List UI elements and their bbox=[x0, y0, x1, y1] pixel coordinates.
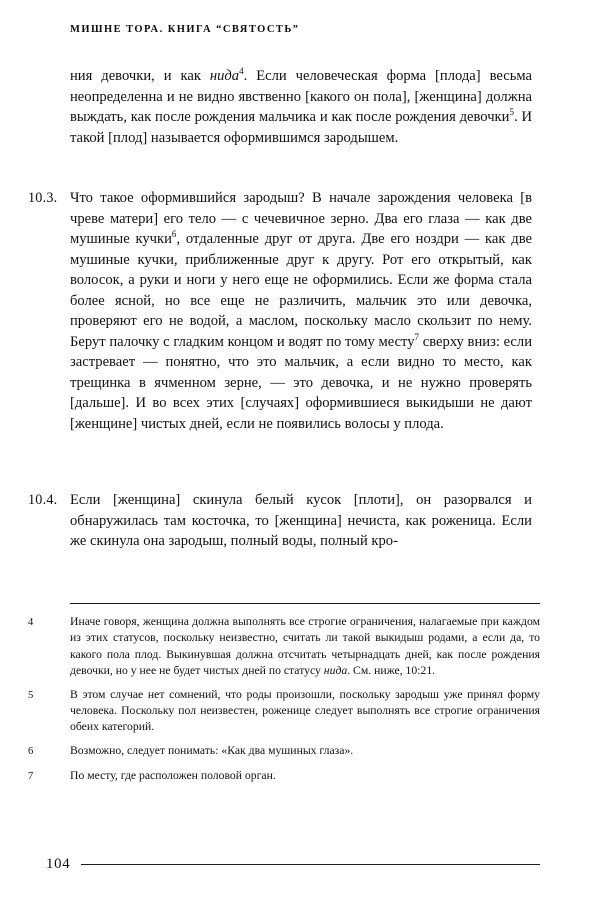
footnotes-area bbox=[28, 614, 540, 793]
footnote-item bbox=[28, 687, 540, 736]
footnote-text-6 bbox=[70, 743, 540, 759]
footnote-separator-rule bbox=[70, 603, 540, 604]
footer-rule bbox=[81, 864, 540, 865]
footnote-5-lead: В этом случае нет сомнений, что роды произошли, поскольку зародыш уже принял форму человека. Поскольку пол неизвестен, роженице следует выполнять все строгие ограничения обеих категорий. bbox=[70, 687, 540, 734]
section-10-3 bbox=[28, 188, 532, 435]
section-10-3-part3: сверху вниз: если застревает — понятно, что это мальчик, а если видно то место, как трещинка в ячменном зерне, — это девочка, и не нужно проверять [дальше]. И во всех этих [случаях] оформившиеся выкидыши не дают [женщине] чистых дней, если не появились волосы у плода. bbox=[70, 333, 533, 433]
footnote-7-lead: По месту, где расположен половой орган. bbox=[70, 768, 276, 782]
footnote-marker-7: 7 bbox=[28, 770, 34, 782]
footnote-text-5 bbox=[70, 687, 540, 736]
paragraph-text-lead: ния девочки, и как bbox=[70, 68, 210, 84]
running-header-title: МИШНЕ ТОРА. КНИГА “СВЯТОСТЬ” bbox=[70, 24, 300, 35]
footnote-6-lead: Возможно, следует понимать: «Как два мушиных глаза». bbox=[70, 744, 354, 758]
continued-paragraph bbox=[70, 66, 532, 148]
footnote-text-4 bbox=[70, 614, 540, 679]
running-header bbox=[70, 24, 532, 35]
footnote-text-7 bbox=[70, 768, 540, 784]
section-10-3-part2: , отдаленные друг от друга. Две его ноздри — как две мушиные кучки, приближенные друг к другу. Рот его открытый, как волосок, а руки и ноги у него еще не оформились. Если же форма стала более ясной, но все еще не различить, мальчик это или девочка, проверяют его не водой, а маслом, поскольку масло скользит по нему. Берут палочку с гладким концом и водят по тому месту bbox=[70, 231, 532, 350]
paragraph-text-tail: . И такой [плод] называется оформившимся зародышем. bbox=[70, 109, 532, 146]
italic-term-nida: нида bbox=[209, 68, 240, 84]
footnote-4-lead: Иначе говоря, женщина должна выполнять все строгие ограничения, налагаемые при каждом из этих статусов, поскольку неизвестно, считать ли такой выкидыш родами, а если да, то какого пола плод. Выкинувшая должна отсчитать четырнадцать дней, как после рождения девочки, но у нее не будет чистых дней по статусу bbox=[70, 615, 540, 677]
page-footer bbox=[46, 856, 540, 873]
footnote-4-italic-term: нида bbox=[323, 663, 348, 677]
footnote-ref-7[interactable]: 7 bbox=[414, 331, 420, 342]
footnote-item bbox=[28, 614, 540, 679]
footnote-item bbox=[28, 743, 540, 760]
section-number-10-3: 10.3. bbox=[28, 190, 58, 206]
page-number: 104 bbox=[46, 856, 71, 872]
section-10-3-text bbox=[70, 188, 532, 435]
section-number-10-4: 10.4. bbox=[28, 492, 58, 508]
footnote-ref-5[interactable]: 5 bbox=[509, 107, 514, 118]
footnote-marker-4: 4 bbox=[28, 617, 34, 628]
footnote-ref-6[interactable]: 6 bbox=[171, 229, 177, 240]
footnote-item bbox=[28, 768, 540, 785]
section-10-4-text bbox=[70, 490, 532, 552]
footnote-marker-6: 6 bbox=[28, 746, 34, 758]
footnote-4-tail: . См. ниже, 10:21. bbox=[347, 663, 436, 677]
section-10-4-part1: Если [женщина] скинула белый кусок [плоти], он разорвался и обнаружилась там косточка, то [женщина] нечиста, как роженица. Если же скинула она зародыш, полный воды, полный кро- bbox=[70, 492, 532, 550]
footnote-marker-5: 5 bbox=[28, 689, 34, 701]
paragraph-text-middle: . Если человеческая форма [плода] весьма неопределенна и не видно явственно [какого он пола], [женщина] должна выждать, как после рождения мальчика и как после рождения девочки bbox=[70, 68, 532, 126]
footnote-ref-4[interactable]: 4 bbox=[239, 66, 244, 77]
section-10-4 bbox=[28, 490, 532, 552]
section-10-3-part1: Что такое оформившийся зародыш? В начале зарождения человека [в чреве матери] его тело — с чечевичное зерно. Два его глаза — как две мушиные кучки bbox=[70, 190, 532, 248]
